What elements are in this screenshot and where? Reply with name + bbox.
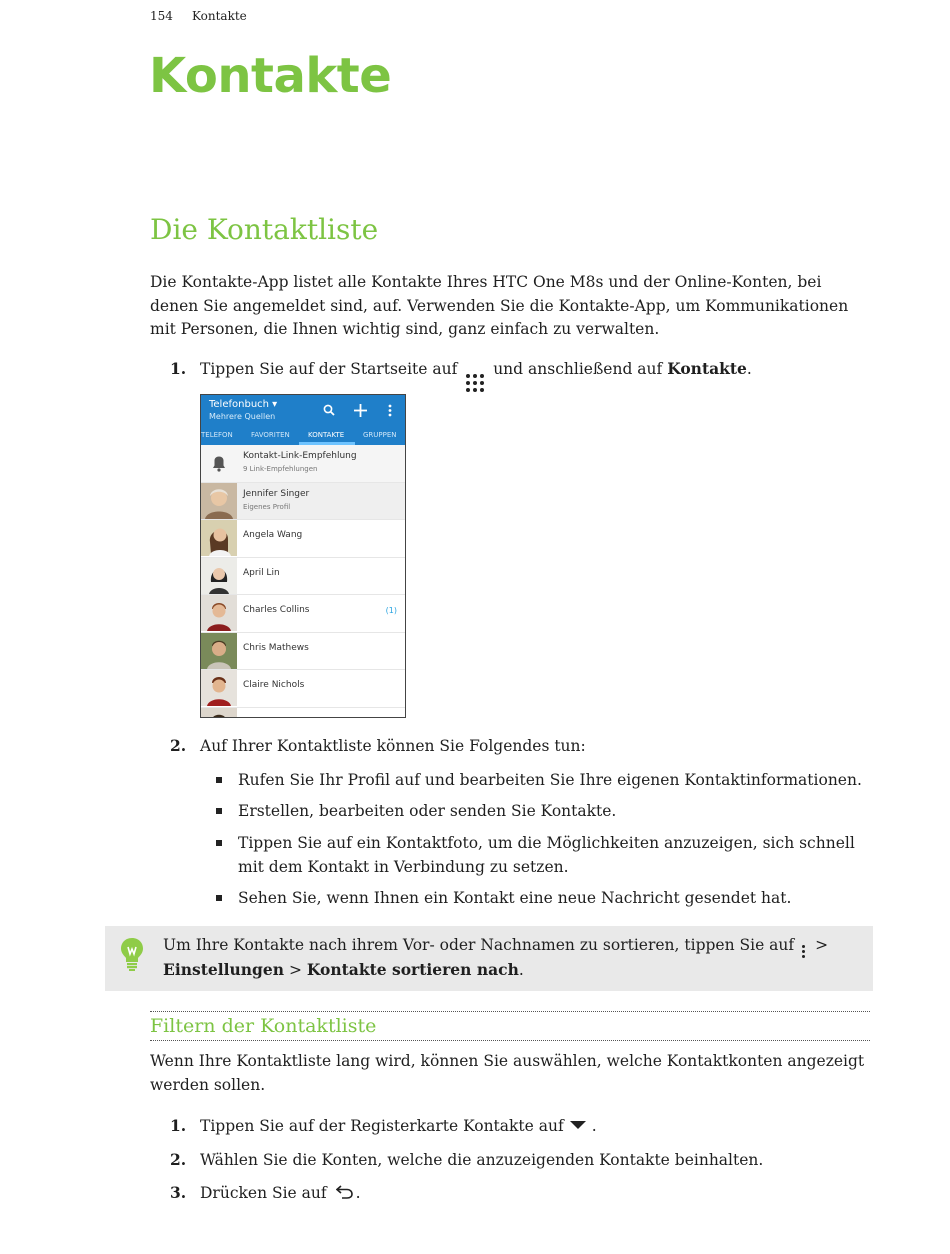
bullet-item [216, 887, 870, 911]
dropdown-triangle-icon [570, 1121, 586, 1129]
app-subtitle: Mehrere Quellen [209, 412, 276, 421]
step-text: Auf Ihrer Kontaktliste können Sie Folgendes tun: [200, 737, 586, 755]
bullet-text: Tippen Sie auf ein Kontaktfoto, um die Möglichkeiten anzuzeigen, sich schnell mit dem Kontakt in Verbindung zu setzen. [238, 834, 855, 876]
contact-sub: 9 Link-Empfehlungen [243, 465, 318, 473]
intro-paragraph: Die Kontakte-App listet alle Kontakte Ihres HTC One M8s und der Online-Konten, bei denen Sie angemeldet sind, auf. Verwenden Sie die Kontakte-App, um Kommunikationen mit Personen, die Ihnen wichtig sind, ganz einfach zu verwalten. [150, 273, 849, 338]
tip-text [163, 934, 853, 983]
step-text: Tippen Sie auf der Startseite auf [200, 360, 458, 378]
tab-phone[interactable]: TELEFON [201, 431, 233, 439]
step-text: Wählen Sie die Konten, welche die anzuzeigenden Kontakte beinhalten. [200, 1151, 764, 1169]
running-header [150, 9, 247, 23]
avatar [201, 708, 237, 719]
step-bold: Kontakte [667, 359, 747, 378]
search-icon[interactable] [323, 404, 335, 416]
bullet-text: Rufen Sie Ihr Profil auf und bearbeiten Sie Ihre eigenen Kontaktinformationen. [238, 771, 862, 789]
unread-count-badge: (1) [385, 606, 397, 615]
avatar [201, 520, 237, 556]
tab-favorites[interactable]: FAVORITEN [251, 431, 290, 439]
contact-name: Claire Nichols [243, 680, 305, 690]
bullet-item [216, 832, 870, 879]
step-number: 3. [170, 1183, 187, 1202]
avatar [201, 483, 237, 519]
app-title[interactable]: Telefonbuch ▾ [209, 399, 278, 410]
list-item[interactable] [201, 520, 405, 558]
step-number: 2. [170, 1150, 187, 1169]
page-number: 154 [150, 9, 173, 23]
tip-box [105, 926, 873, 991]
list-item[interactable] [201, 670, 405, 708]
contact-sub: Eigenes Profil [243, 502, 291, 511]
tip-text-part: Um Ihre Kontakte nach ihrem Vor- oder Nachnamen zu sortieren, tippen Sie auf [163, 936, 795, 954]
divider [150, 1011, 870, 1012]
running-title: Kontakte [192, 9, 247, 23]
list-item[interactable] [201, 558, 405, 596]
apps-grid-icon [466, 374, 484, 392]
contact-name: Chris Mathews [243, 642, 309, 653]
tip-separator: > [288, 961, 302, 979]
step-text: Drücken Sie auf [200, 1184, 327, 1202]
step-end: . [591, 1117, 597, 1135]
contact-name: Jennifer Singer [243, 488, 310, 499]
chapter-title: Kontakte [149, 48, 392, 104]
bullet-text: Erstellen, bearbeiten oder senden Sie Kontakte. [238, 802, 617, 820]
tip-bold: Einstellungen [163, 960, 285, 979]
add-icon[interactable] [354, 404, 367, 417]
step-text: Tippen Sie auf der Registerkarte Kontakte auf [200, 1117, 564, 1135]
bullet-text: Sehen Sie, wenn Ihnen ein Kontakt eine neue Nachricht gesendet hat. [238, 889, 792, 907]
tab-contacts[interactable]: KONTAKTE [308, 431, 345, 439]
bullet-marker [216, 808, 222, 814]
bullet-item [216, 769, 870, 793]
app-bar [201, 395, 405, 429]
phone-screenshot [200, 394, 406, 718]
step-number: 2. [170, 736, 187, 755]
filter-step-1 [170, 1114, 870, 1138]
step-text-2: und anschließend auf [493, 360, 663, 378]
tab-groups[interactable]: GRUPPEN [363, 431, 397, 439]
tab-bar [201, 429, 405, 445]
back-arrow-icon [336, 1185, 354, 1199]
step-end: . [355, 1184, 361, 1202]
contact-name: April Lin [243, 567, 280, 578]
contact-name: Charles Collins [243, 605, 310, 615]
filter-step-2 [170, 1148, 870, 1172]
list-item[interactable] [201, 633, 405, 671]
contact-name: Angela Wang [243, 530, 303, 540]
list-item[interactable] [201, 483, 405, 521]
avatar [201, 670, 237, 706]
tip-separator: > [815, 936, 829, 954]
subsection-title: Filtern der Kontaktliste [150, 1015, 377, 1037]
contact-name: Kontakt-Link-Empfehlung [243, 451, 357, 461]
bullet-marker [216, 895, 222, 901]
step-2 [170, 734, 870, 758]
list-item[interactable] [201, 595, 405, 633]
tip-bold: Kontakte sortieren nach [306, 960, 519, 979]
avatar [201, 633, 237, 669]
filter-step-3 [170, 1181, 870, 1205]
filter-intro-paragraph: Wenn Ihre Kontaktliste lang wird, können Sie auswählen, welche Kontaktkonten angezeigt werden sollen. [150, 1052, 865, 1094]
avatar [201, 558, 237, 594]
list-item-partial [201, 708, 405, 719]
step-1 [170, 357, 870, 392]
section-title: Die Kontaktliste [150, 213, 379, 246]
avatar [201, 595, 237, 631]
more-vertical-icon[interactable] [388, 404, 392, 417]
bell-icon [201, 445, 237, 481]
tip-end: . [518, 961, 524, 979]
step-number: 1. [170, 1116, 187, 1135]
bullet-marker [216, 777, 222, 783]
bullet-item [216, 800, 870, 824]
bullet-marker [216, 840, 222, 846]
lightbulb-icon [119, 936, 145, 972]
divider [150, 1040, 870, 1041]
step-end: . [746, 360, 752, 378]
step-number: 1. [170, 359, 187, 378]
more-vertical-icon [802, 945, 805, 958]
list-item[interactable] [201, 445, 405, 483]
